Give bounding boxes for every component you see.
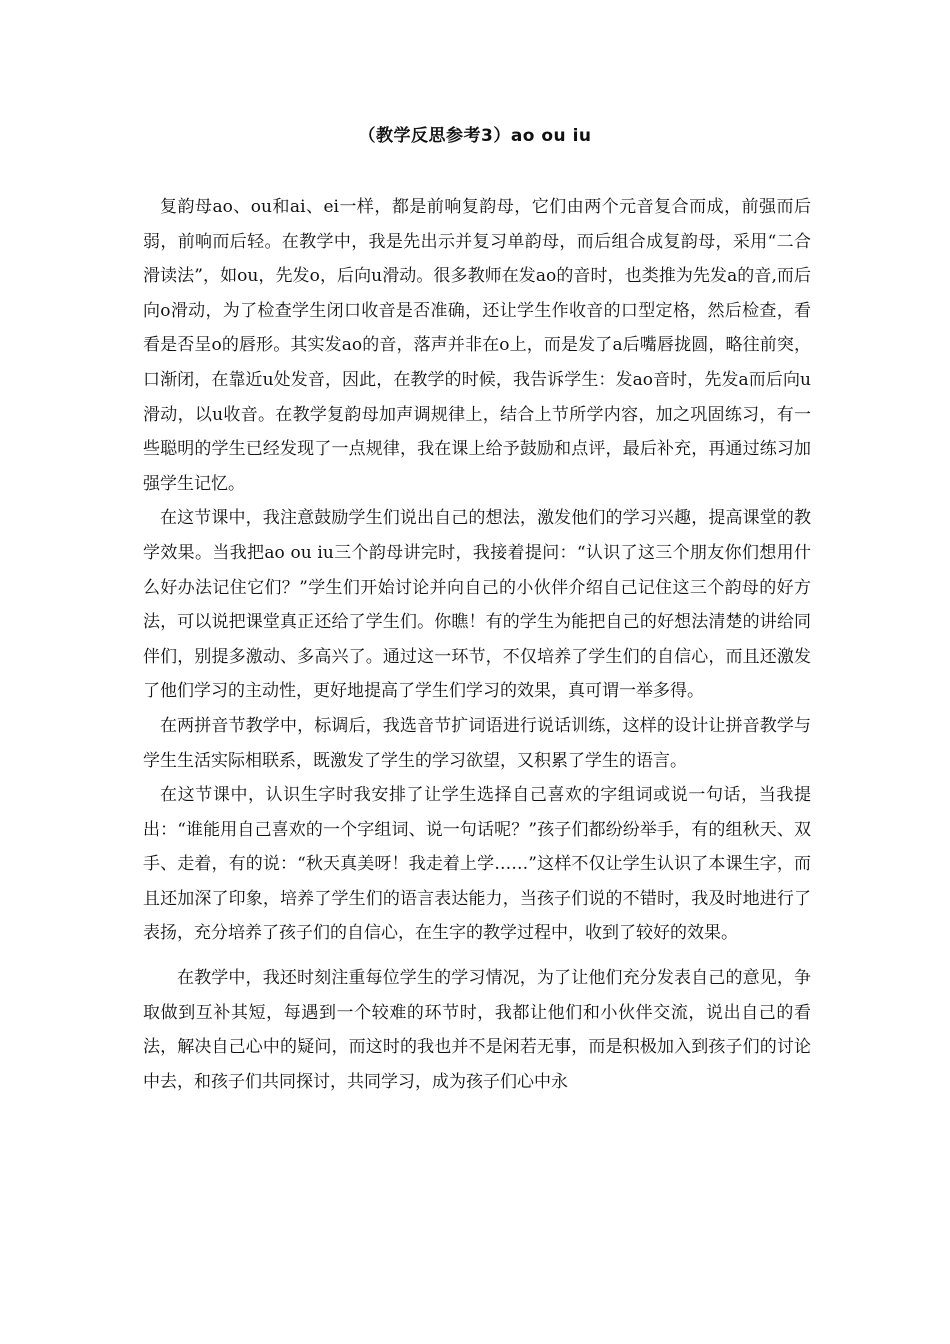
paragraph-encourage-ideas: 在这节课中，我注意鼓励学生们说出自己的想法，激发他们的学习兴趣，提高课堂的教学效果。当我把ao ou iu三个韵母讲完时，我接着提问：“认识了这三个朋友你们想用什么好办法记住它们？”学生们开始讨论并向自己的小伙伴介绍自己记住这三个韵母的好方法，可以说把课堂真正还给了学生们。你瞧！有的学生为能把自己的好想法清楚的讲给同伴们，别提多激动、多高兴了。通过这一环节，不仅培养了学生们的自信心，而且还激发了他们学习的主动性，更好地提高了学生们学习的效果，真可谓一举多得。 (143, 508, 811, 702)
document-title: （教学反思参考3）ao ou iu (358, 126, 592, 146)
paragraph-student-focus: 在教学中，我还时刻注重每位学生的学习情况，为了让他们充分发表自己的意见，争取做到互补其短，每遇到一个较难的环节时，我都让他们和小伙伴交流，说出自己的看法，解决自己心中的疑问，而这时的我也并不是闲若无事，而是积极加入到孩子们的讨论中去，和孩子们共同探讨，共同学习，成为孩子们心中永 (143, 968, 811, 1092)
paragraph-syllable-teaching: 在两拼音节教学中，标调后，我选音节扩词语进行说话训练，这样的设计让拼音教学与学生生活实际相联系，既激发了学生的学习欲望，又积累了学生的语言。 (143, 715, 811, 771)
paragraph-new-characters: 在这节课中，认识生字时我安排了让学生选择自己喜欢的字组词或说一句话，当我提出：“谁能用自己喜欢的一个字组词、说一句话呢？”孩子们都纷纷举手，有的组秋天、双手、走着，有的说：“秋天真美呀！我走着上学……”这样不仅让学生认识了本课生字，而且还加深了印象，培养了学生们的语言表达能力，当孩子们说的不错时，我及时地进行了表扬，充分培养了孩子们的自信心，在生字的教学过程中，收到了较好的效果。 (143, 785, 811, 944)
paragraph-compound-finals: 复韵母ao、ou和ai、ei一样，都是前响复韵母，它们由两个元音复合而成，前强而后弱，前响而后轻。在教学中，我是先出示并复习单韵母，而后组合成复韵母，采用“二合滑读法”，如ou，先发o，后向u滑动。很多教师在发ao的音时，也类推为先发a的音,而后向o滑动，为了检查学生闭口收音是否准确，还让学生作收音的口型定格，然后检查，看看是否呈o的唇形。其实发ao的音，落声并非在o上，而是发了a后嘴唇拢圆，略往前突，口渐闭，在靠近u处发音，因此，在教学的时候，我告诉学生：发ao音时，先发a而后向u滑动，以u收音。在教学复韵母加声调规律上，结合上节所学内容，加之巩固练习，有一些聪明的学生已经发现了一点规律，我在课上给予鼓励和点评，最后补充，再通过练习加强学生记忆。 (143, 197, 811, 494)
document-body (143, 190, 811, 1099)
